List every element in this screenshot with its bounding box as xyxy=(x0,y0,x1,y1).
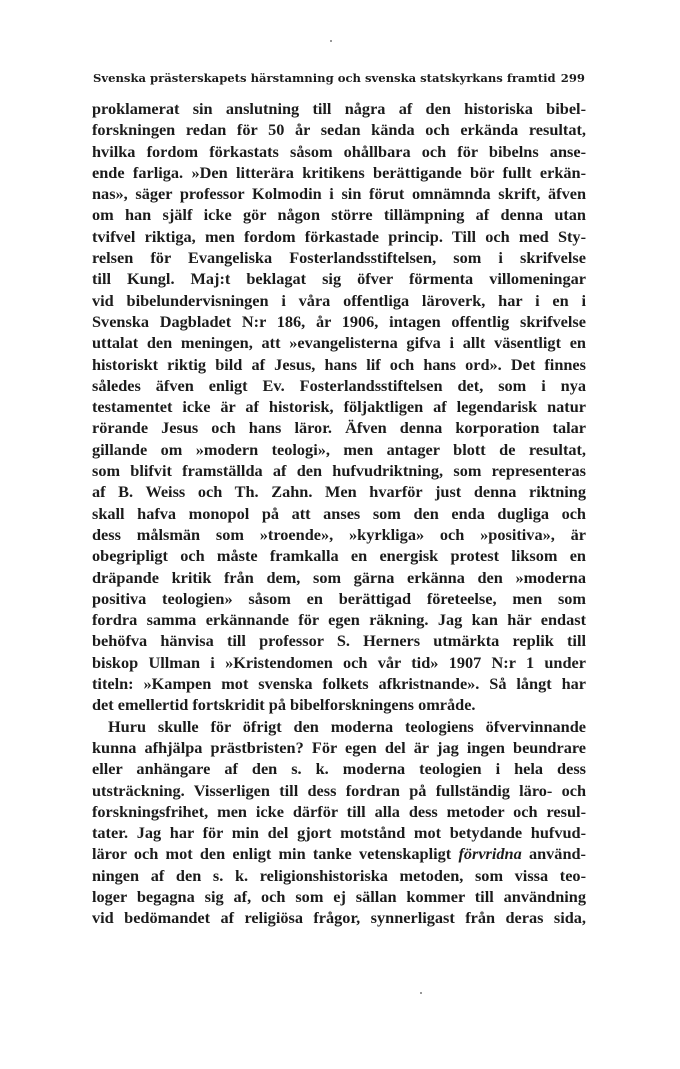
text-line: behöfva hänvisa till professor S. Herners utmärkta replik till xyxy=(92,631,586,651)
text-line: relsen för Evangeliska Fosterlandsstiftelsen, som i skrifvelse xyxy=(92,248,586,268)
text-line: positiva teologien» såsom en berättigad företeelse, men som xyxy=(92,588,586,608)
text-line: obegripligt och måste framkalla en energisk protest liksom en xyxy=(92,546,586,566)
text-line: uttalat den meningen, att »evangelisterna gifva i allt väsentligt en xyxy=(92,333,586,353)
text-line: titeln: »Kampen mot svenska folkets afkristnande». Så långt har xyxy=(92,674,586,694)
text-line: biskop Ullman i »Kristendomen och vår tid» 1907 N:r 1 under xyxy=(92,652,586,672)
page-number: 299 xyxy=(560,71,585,85)
text-line: tvifvel riktiga, men fordom förkastade princip. Till och med Sty- xyxy=(92,226,586,246)
text-line: dräpande kritik från dem, som gärna erkänna den »moderna xyxy=(92,567,586,587)
text-line: till Kungl. Maj:t beklagat sig öfver förmenta villomeningar xyxy=(92,269,586,289)
paragraph-start-line: Huru skulle för öfrigt den moderna teologiens öfvervinnande xyxy=(108,716,586,736)
line-end: använd- xyxy=(521,844,586,864)
text-line: fordra samma erkännande för egen räkning. Jag kan här endast xyxy=(92,610,586,630)
text-line: hvilka fordom förkastats såsom ohållbara och för bibelns anse- xyxy=(92,141,586,161)
text-line: utsträckning. Visserligen till dess fordran på fullständig läro- och xyxy=(92,780,586,800)
text-line: dess målsmän som »troende», »kyrkliga» och »positiva», är xyxy=(92,524,586,544)
text-line-with-emphasis xyxy=(92,843,586,864)
paragraph-end-line: det emellertid fortskridit på bibelforskningens område. xyxy=(92,695,476,715)
text-line: kunna afhjälpa prästbristen? För egen del är jag ingen beundrare xyxy=(92,737,586,757)
bottom-speck xyxy=(420,992,422,994)
running-title: Svenska prästerskapets härstamning och svenska statskyrkans framtid xyxy=(93,71,556,85)
text-line: ende farliga. »Den litterära kritikens berättigande bör fullt erkän- xyxy=(92,162,586,182)
text-line: ningen af den s. k. religionshistoriska metoden, som vissa teo- xyxy=(92,865,586,885)
line-start: läror och mot den enligt min tanke vetenskapligt xyxy=(92,844,452,864)
text-line: historiskt riktig bild af Jesus, hans lif och hans ord». Det finnes xyxy=(92,354,586,374)
body-text xyxy=(92,98,586,929)
top-speck xyxy=(330,40,332,42)
text-line: forskningen redan för 50 år sedan kända och erkända resultat, xyxy=(92,120,586,140)
text-line: testamentet icke är af historisk, följaktligen af legendarisk natur xyxy=(92,397,586,417)
text-line: skall hafva monopol på att anses som den enda dugliga och xyxy=(92,503,586,523)
text-line: rörande Jesus och hans läror. Äfven denna korporation talar xyxy=(92,418,586,438)
text-line: proklamerat sin anslutning till några af den historiska bibel- xyxy=(92,99,586,118)
text-line: loger begagna sig af, och som ej sällan kommer till användning xyxy=(92,886,586,906)
text-line: vid bibelundervisningen i våra offentliga läroverk, har i en i xyxy=(92,290,586,310)
text-line: således äfven enligt Ev. Fosterlandsstiftelsen det, som i nya xyxy=(92,375,586,395)
text-line: nas», säger professor Kolmodin i sin förut omnämnda skrift, äfven xyxy=(92,184,586,204)
text-line: eller anhängare af den s. k. moderna teologien i hela dess xyxy=(92,759,586,779)
text-line: vid bedömandet af religiösa frågor, synnerligast från deras sida, xyxy=(92,908,586,928)
text-line: Svenska Dagbladet N:r 186, år 1906, intagen offentlig skrifvelse xyxy=(92,311,586,331)
text-line: forskningsfrihet, men icke därför till alla dess metoder och resul- xyxy=(92,801,586,821)
text-line: om han själf icke gör någon större tillämpning af denna utan xyxy=(92,205,586,225)
text-line: af B. Weiss och Th. Zahn. Men hvarför just denna riktning xyxy=(92,482,586,502)
text-line: gillande om »modern teologi», men antager blott de resultat, xyxy=(92,439,586,459)
text-line: tater. Jag har för min del gjort motstånd mot betydande hufvud- xyxy=(92,823,586,843)
text-line: som blifvit framställda af den hufvudriktning, som representeras xyxy=(92,461,586,481)
italic-emphasis: förvridna xyxy=(458,844,522,864)
